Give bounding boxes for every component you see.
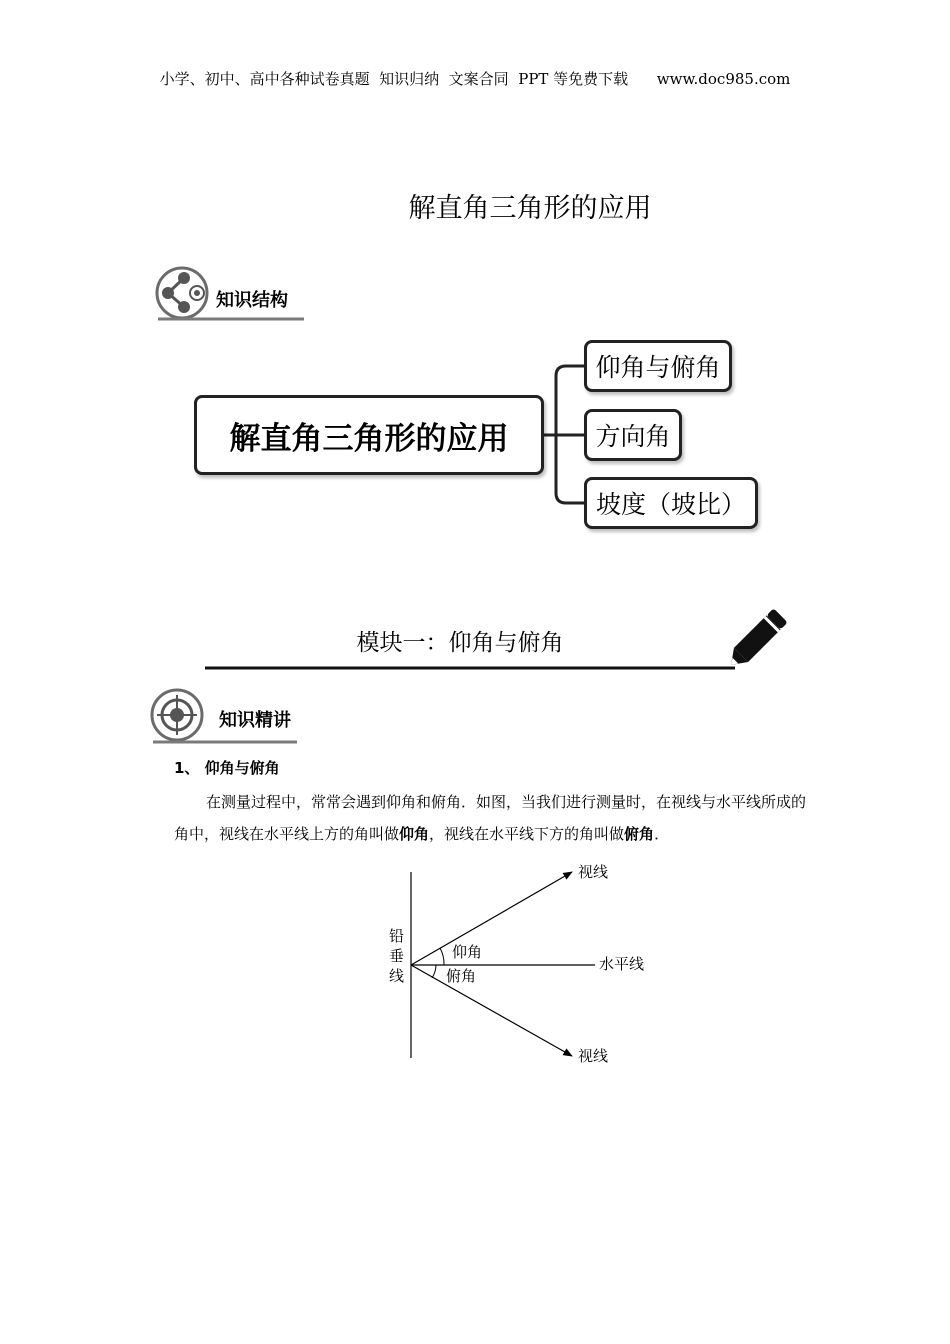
page-header: 小学、初中、高中各种试卷真题 知识归纳 文案合同 PPT 等免费下载 www.doc985.com <box>159 70 791 88</box>
upper-sight-line <box>411 872 572 965</box>
mind-map-child-slope: 坡度（坡比） <box>584 477 758 529</box>
paragraph-text-2: ，视线在水平线下方的角叫做 <box>429 825 625 843</box>
label-sight-line-upper: 视线 <box>578 863 609 881</box>
label-horizontal-line: 水平线 <box>599 955 645 973</box>
paragraph-end: ． <box>654 825 670 843</box>
term-depression-angle: 俯角 <box>624 825 655 843</box>
knowledge-structure-label: 知识结构 <box>216 290 288 311</box>
mind-map-child-elevation-depression: 仰角与俯角 <box>584 340 732 392</box>
document-title: 解直角三角形的应用 <box>408 193 652 224</box>
depression-arc <box>432 965 436 978</box>
elevation-arc <box>440 948 444 965</box>
term-elevation-angle: 仰角 <box>399 825 430 843</box>
paragraph-text-1: 在测量过程中，常常会遇到仰角和俯角．如图，当我们进行测量时，在视线与水平线所成的角中，视线在水平线上方的角叫做 <box>174 793 807 843</box>
label-sight-line-lower: 视线 <box>578 1047 609 1065</box>
label-vertical-3: 线 <box>389 967 405 985</box>
label-vertical-2: 垂 <box>389 947 405 965</box>
mind-map-child-bearing: 方向角 <box>584 409 682 461</box>
label-elevation-angle: 仰角 <box>452 943 483 961</box>
point-heading: 1、 仰角与俯角 <box>174 759 280 777</box>
label-vertical-1: 铅 <box>389 927 405 945</box>
mind-map-root: 解直角三角形的应用 <box>194 395 544 475</box>
knowledge-detail-label: 知识精讲 <box>219 710 291 731</box>
module-title: 模块一：仰角与俯角 <box>356 630 564 656</box>
label-depression-angle: 俯角 <box>446 967 477 985</box>
lower-sight-line <box>411 965 572 1056</box>
